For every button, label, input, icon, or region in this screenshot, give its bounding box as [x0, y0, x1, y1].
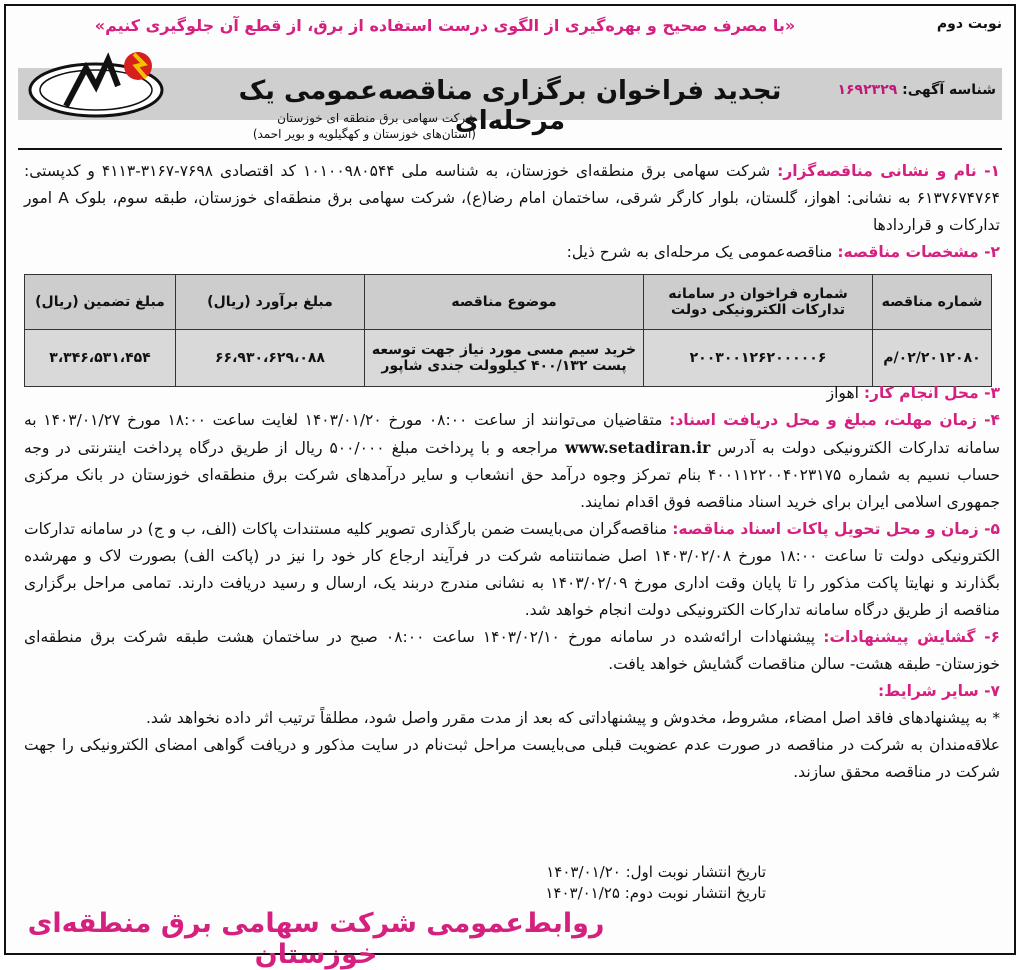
section-6-title: ۶- گشایش پیشنهادات: [823, 628, 1000, 646]
ad-code [837, 82, 996, 98]
slogan: «با مصرف صحیح و بهره‌گیری از الگوی درست استفاده از برق، از قطع آن جلوگیری کنیم» [94, 16, 796, 35]
section-3-title: ۳- محل انجام کار: [863, 384, 1000, 402]
company-name: شرکت سهامی برق منطقه ای خوزستان [277, 111, 476, 125]
section-4-title: ۴- زمان مهلت، مبلغ و محل دریافت اسناد: [669, 411, 1001, 429]
table-header: مبلغ برآورد (ریال) [176, 275, 365, 330]
section-5-title: ۵- زمان و محل تحویل پاکات اسناد مناقصه: [672, 520, 1000, 538]
ad-code-label: شناسه آگهی: [902, 82, 996, 98]
section-2-text: مناقصه‌عمومی یک مرحله‌ای به شرح ذیل: [566, 243, 833, 261]
table-header: شماره مناقصه [873, 275, 992, 330]
table-cell: ۳،۳۴۶،۵۳۱،۴۵۴ [25, 330, 176, 387]
table-header: شماره فراخوان در سامانه تدارکات الکترونیکی دولت [644, 275, 873, 330]
table-cell: ۲۰۰۳۰۰۱۲۶۲۰۰۰۰۰۶ [644, 330, 873, 387]
section-1-title: ۱- نام و نشانی مناقصه‌گزار: [777, 162, 1000, 180]
section-5-text: مناقصه‌گران می‌بایست ضمن بارگذاری تصویر کلیه مستندات پاکات (الف، ب و ج) در سامانه تدارکات الکترونیکی دولت تا ساعت ۱۸:۰۰ مورخ ۱۴۰۳/۰۲/۰۸ اصل ضمانتنامه شرکت در فرآیند ارجاع کار خود را نیز در (پاکت الف) بصورت لاک و مهرشده بگذارند و نهایتا پاکت مذکور را تا پایان وقت اداری مورخ ۱۴۰۳/۰۲/۰۹ به نشانی مندرج دربند یک، ارسال و رسید دریافت دارند. تمامی مراحل برگزاری مناقصه از طریق درگاه سامانه تدارکات الکترونیکی دولت انجام خواهد شد. [24, 520, 1001, 619]
first-publication-label: تاریخ انتشار نوبت اول: [625, 863, 766, 881]
table-cell: ۰۲/۲۰۱۲۰۸۰/م [873, 330, 992, 387]
page-title: تجدید فراخوان برگزاری مناقصه‌عمومی یک مرحله‌ای [238, 76, 782, 136]
publication-dates [366, 862, 766, 904]
second-publication [366, 883, 766, 904]
table-cell: ۶۶،۹۳۰،۶۲۹،۰۸۸ [176, 330, 365, 387]
company-provinces: (استان‌های خوزستان و کهگیلویه و بویر احمد) [252, 127, 476, 141]
table-cell: خرید سیم مسی مورد نیاز جهت توسعه پست ۴۰۰/۱۳۲ کیلوولت جندی شاپور [365, 330, 644, 387]
section-7-title: ۷- سایر شرایط: [877, 682, 1000, 700]
section-7-text-a: * به پیشنهادهای فاقد اصل امضاء، مشروط، مخدوش و پیشنهاداتی که بعد از مدت مقرر واصل شود، مطلقاً ترتیب اثر داده نخواهد شد. [145, 709, 1000, 727]
section-7-text-b: علاقه‌مندان به شرکت در مناقصه در صورت عدم عضویت قبلی می‌بایست مراحل ثبت‌نام در سایت مذکور و دریافت گواهی امضای الکترونیکی را جهت شرکت در مناقصه محقق سازند. [24, 736, 1000, 781]
sections-3-to-7 [24, 380, 1000, 786]
publication-round: نوبت دوم [936, 16, 1002, 32]
section-4-text-b: مراجعه و با پرداخت مبلغ ۵۰۰/۰۰۰ ریال از طریق درگاه پرداخت اینترنتی در وجه حساب نسیم به شماره ۴۰۰۱۱۲۲۰۰۴۰۲۳۱۷۵ بنام تمرکز وجوه درآمد حق انشعاب و سایر درآمدهای شرکت برق منطقه‌ای خوزستان در بانک مرکزی جمهوری اسلامی ایران برای خرید اسناد مناقصه فوق اقدام نمایند. [24, 439, 1001, 511]
ad-code-value: ۱۶۹۲۳۲۹ [837, 82, 898, 98]
section-6-text: پیشنهادات ارائه‌شده در سامانه مورخ ۱۴۰۳/۰۲/۱۰ ساعت ۰۸:۰۰ صبح در ساختمان هشت طبقه شرکت برق منطقه‌ای خوزستان- طبقه هشت- سالن مناقصات گشایش خواهد یافت. [24, 628, 1000, 673]
company-info [176, 110, 476, 142]
tender-notice [4, 4, 1016, 970]
section-2-title: ۲- مشخصات مناقصه: [837, 243, 1000, 261]
table-header: مبلغ تضمین (ریال) [25, 275, 176, 330]
table-row [25, 330, 992, 387]
company-logo-icon [26, 46, 166, 128]
section-1-text: شرکت سهامی برق منطقه‌ای خوزستان، به شناسه ملی ۱۰۱۰۰۹۸۰۵۴۴ کد اقتصادی ۷۶۹۸-۳۱۶۷-۴۱۱۳ و کدپستی: ۶۱۳۷۶۷۴۷۶۴ به نشانی: اهواز، گلستان، بلوار کارگر شرقی، ساختمان امام رضا(ع)، شرکت سهامی برق منطقه‌ای خوزستان، طبقه سوم، بلوک A امور تدارکات و قراردادها [24, 162, 1000, 234]
second-publication-date: ۱۴۰۳/۰۱/۲۵ [545, 884, 620, 902]
table-header-row [25, 275, 992, 330]
setadiran-link[interactable]: www.setadiran.ir [564, 438, 711, 457]
section-4-text-a: متقاضیان می‌توانند از ساعت ۰۸:۰۰ مورخ ۱۴۰۳/۰۱/۲۰ لغایت ساعت ۱۸:۰۰ مورخ ۱۴۰۳/۰۱/۲۷ به سامانه تدارکات الکترونیکی دولت به آدرس [24, 411, 1000, 457]
second-publication-label: تاریخ انتشار نوبت دوم: [624, 884, 766, 902]
first-publication [366, 862, 766, 883]
first-publication-date: ۱۴۰۳/۰۱/۲۰ [546, 863, 621, 881]
section-3-text: اهواز [826, 384, 859, 402]
public-relations-footer: روابط‌عمومی شرکت سهامی برق منطقه‌ای خوزستان [27, 908, 605, 970]
tender-table [24, 274, 992, 387]
table-header: موضوع مناقصه [365, 275, 644, 330]
section-1 [24, 158, 1000, 266]
header-divider [18, 148, 1002, 150]
